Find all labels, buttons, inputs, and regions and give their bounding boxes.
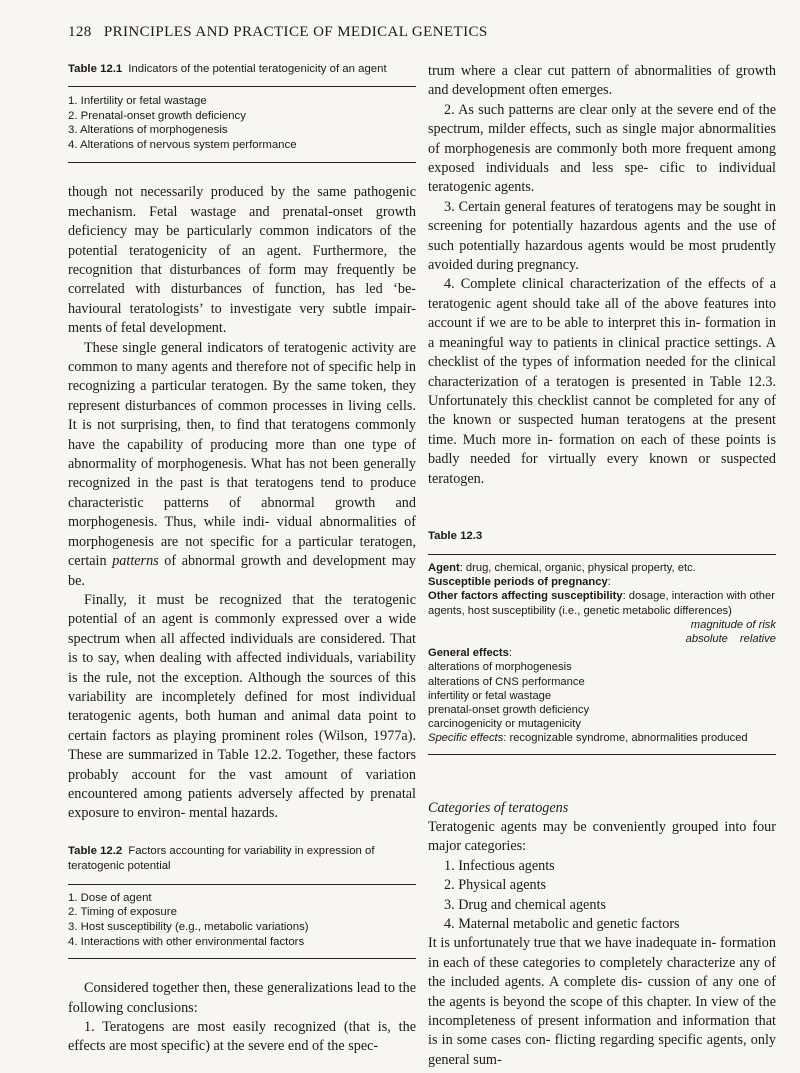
body-paragraph: It is unfortunately true that we have inadequate in- formation in each of these categories to completely characterize any of the included agents. A complete dis- cussion of any one of the agents is beyond the scope of this chapter. In view of the incompleteness of present information and information that is in some cases con- flicting regarding specific agents, only general sum- — [428, 935, 776, 1068]
table-list — [68, 891, 416, 949]
entry-text: : — [607, 576, 611, 589]
table-list — [68, 94, 416, 152]
right-column — [428, 62, 776, 1070]
general-effect-item: prenatal-onset growth deficiency — [428, 703, 590, 716]
body-paragraph: though not necessarily produced by the same pathogenic mechanism. Fetal wastage and prenatal-onset growth deficiency may be particularly common indicators of the potential teratogenicity of an agent. Furthermore, the recognition that disturbances of form may frequently be correlated with disturbances of function, has led ‘be- havioural teratologists’ to investigate very subtle impair- ments of fetal development. — [68, 184, 416, 337]
left-column — [68, 62, 416, 1057]
body-paragraph: Teratogenic agents may be conveniently grouped into four major categories: — [428, 818, 776, 855]
table-12-2 — [68, 844, 416, 959]
table-caption — [68, 62, 416, 77]
running-head — [68, 24, 488, 41]
list-item: 3. Alterations of morphogenesis — [68, 124, 228, 137]
table-caption-text: Indicators of the potential teratogenicity of an agent — [128, 63, 387, 75]
list-item: 4. Interactions with other environmental factors — [68, 935, 305, 948]
table-rule-bottom — [428, 754, 776, 755]
table-label: Table 12.2 — [68, 844, 123, 857]
section-heading: Categories of teratogens — [428, 799, 569, 816]
entry-label: Other factors affecting susceptibility — [428, 590, 623, 603]
table-12-1 — [68, 62, 416, 163]
running-title: PRINCIPLES AND PRACTICE OF MEDICAL GENETICS — [103, 24, 488, 40]
list-item: 4. Alterations of nervous system performance — [68, 138, 297, 151]
table-entry-other-factors — [428, 589, 776, 617]
text-run: These single general indicators of teratogenic activity are common to many agents and therefore not of specific help in recognizing a particular teratogen. By the same token, they represent disturbances of common processes in living cells. It is not surprising, then, to find that teratogens commonly have the capability of producing more than one type of abnormality of morphogenesis. What has not been generally recognized in the past is that teratogens tend to produce characteristic patterns of abnormal growth and morphogenesis. Thus, while indi- vidual abnormalities of morphogenesis are not specific for a particular teratogen, certain — [68, 339, 416, 570]
entry-text: : drug, chemical, organic, physical property, etc. — [459, 561, 696, 574]
entry-label: Specific effects — [428, 732, 504, 745]
emphasis: patterns — [112, 553, 159, 570]
table-label: Table 12.1 — [68, 63, 123, 75]
list-item: 1. Infertility or fetal wastage — [68, 95, 207, 107]
list-item: 2. Timing of exposure — [68, 906, 177, 919]
risk-relative: relative — [739, 632, 776, 645]
body-paragraph: 1. Teratogens are most easily recognized (that is, the effects are most specific) at the severe end of the spec- — [68, 1018, 416, 1055]
table-label: Table 12.3 — [428, 529, 483, 542]
entry-label: Susceptible periods of pregnancy — [428, 576, 608, 589]
entry-label: Agent — [428, 561, 460, 574]
general-effect-item: alterations of morphogenesis — [428, 661, 572, 674]
list-item: 1. Infectious agents — [444, 857, 555, 874]
table-entry-susceptible — [428, 575, 776, 589]
entry-text: : recognizable syndrome, abnormalities produced — [503, 732, 748, 745]
list-item: 3. Drug and chemical agents — [444, 896, 606, 913]
risk-absolute: absolute — [685, 632, 728, 645]
body-paragraph: Considered together then, these generalizations lead to the following conclusions: — [68, 980, 416, 1016]
entry-label: General effects — [428, 647, 509, 660]
body-paragraph: 2. As such patterns are clear only at the severe end of the spectrum, milder effects, such as single major abnormalities of morphogenesis are commonly both more frequent among exposed individuals and less spe- cific to individual teratogenic agents. — [428, 101, 776, 196]
list-item: 4. Maternal metabolic and genetic factors — [444, 916, 680, 933]
table-rule-top — [68, 86, 416, 87]
table-caption-text: Factors accounting for variability in expression of teratogenic potential — [68, 844, 375, 872]
general-effect-item: infertility or fetal wastage — [428, 689, 552, 702]
body-paragraph: 4. Complete clinical characterization of the effects of a teratogenic agent should take all of the above features into account if we are to be able to interpret this in- formation in a meaningful way to patients in clinical practice settings. A checklist of the types of information needed for the clinical characterization of a teratogen is presented in Table 12.3. Unfortunately this checklist cannot be completed for any of the known or suspected human teratogens at the present time. Much more in- formation on each of these points is badly needed for virtually every known or suspected teratogen. — [428, 276, 776, 487]
body-paragraph: 3. Certain general features of teratogens may be sought in screening for potentially hazardous agents and the use of such potentially hazardous agents would be most prudently avoided during pregnancy. — [428, 198, 776, 274]
table-rule-bottom — [68, 958, 416, 959]
body-paragraph: Finally, it must be recognized that the teratogenic potential of an agent is commonly expressed over a wide spectrum when all affected individuals are considered. That is to say, when dealing with affected individuals, variability is the rule, not the exception. Although the sources of this variability are incompletely defined for most individual teratogenic agents, both human and animal data point to certain factors as playing prominent roles (Wilson, 1977a). These are summarized in Table 12.2. Together, these factors probably account for the vast amount of variation encountered among patients adversely affected by prenatal exposure to environ- mental hazards. — [68, 591, 416, 822]
table-entry-specific — [428, 731, 776, 745]
risk-heading: magnitude of risk — [690, 618, 776, 631]
table-rule-bottom — [68, 162, 416, 163]
list-item: 2. Physical agents — [444, 877, 547, 894]
risk-subheading — [428, 632, 776, 646]
table-caption — [68, 844, 416, 874]
entry-text: : dosage, interaction with other agents, host susceptibility (i.e., genetic metabolic differences) — [428, 590, 775, 617]
list-item: 1. Dose of agent — [68, 891, 152, 904]
list-item: 2. Prenatal-onset growth deficiency — [68, 109, 246, 122]
table-rule-top — [68, 884, 416, 885]
table-rule-top — [428, 554, 776, 555]
list-item: 3. Host susceptibility (e.g., metabolic variations) — [68, 920, 309, 933]
general-effect-item: alterations of CNS performance — [428, 675, 585, 688]
page-number: 128 — [68, 24, 92, 40]
text-run: of abnormal growth and development may be. — [68, 553, 417, 589]
table-caption — [428, 529, 776, 544]
entry-text: : — [508, 647, 512, 660]
general-effect-item: carcinogenicity or mutagenicity — [428, 718, 581, 731]
table-12-3 — [428, 529, 776, 755]
body-paragraph — [68, 339, 416, 591]
table-entry-agent — [428, 561, 776, 575]
table-entry-general — [428, 646, 776, 660]
category-list — [428, 857, 776, 935]
table-body — [428, 561, 776, 746]
body-paragraph: trum where a clear cut pattern of abnormalities of growth and development often emerges. — [428, 63, 776, 99]
